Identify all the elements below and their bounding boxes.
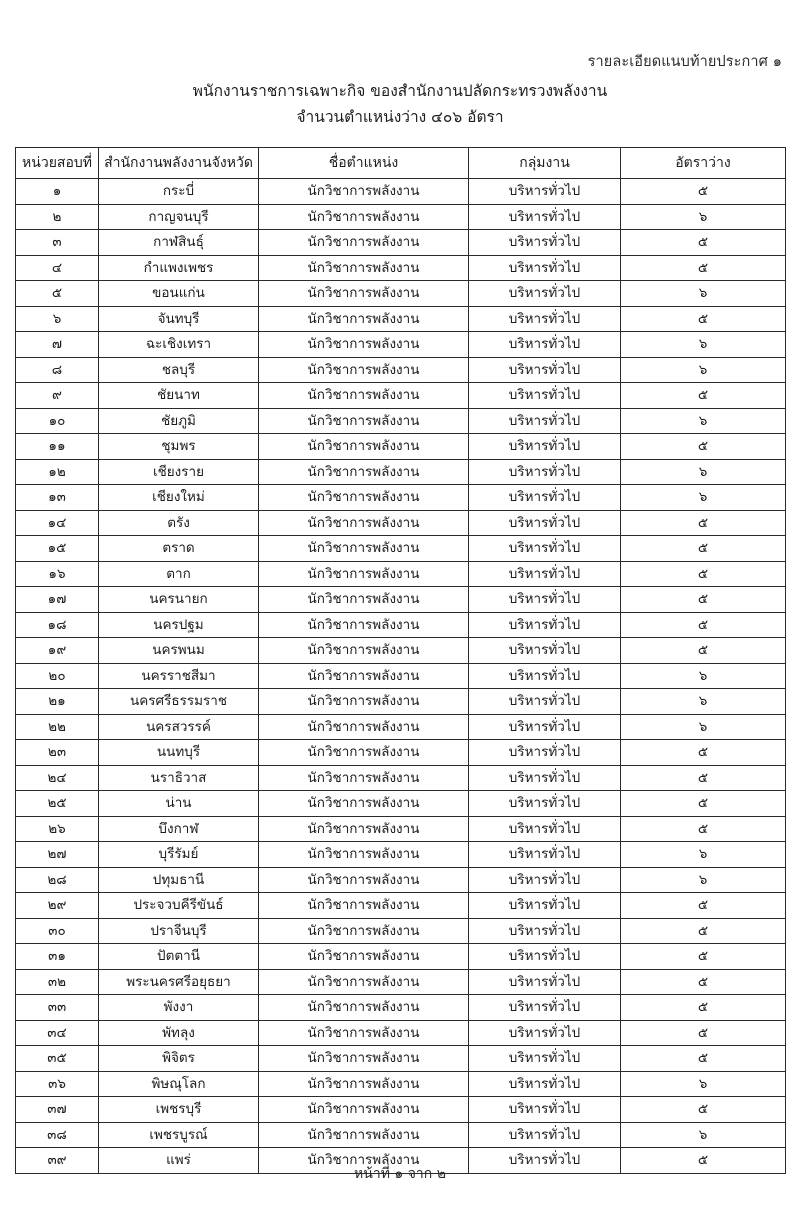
table-row	[16, 383, 786, 409]
cell-office: ประจวบคีรีขันธ์	[99, 893, 259, 919]
cell-vacancies: ๖	[621, 663, 786, 689]
cell-group: บริหารทั่วไป	[469, 587, 621, 613]
column-header-group: กลุ่มงาน	[469, 148, 621, 179]
cell-vacancies: ๕	[621, 612, 786, 638]
cell-vacancies: ๕	[621, 434, 786, 460]
cell-group: บริหารทั่วไป	[469, 842, 621, 868]
cell-office: น่าน	[99, 791, 259, 817]
cell-unit: ๒๓	[16, 740, 99, 766]
cell-position: นักวิชาการพลังงาน	[259, 230, 469, 256]
cell-group: บริหารทั่วไป	[469, 357, 621, 383]
cell-position: นักวิชาการพลังงาน	[259, 179, 469, 205]
cell-office: เพชรบุรี	[99, 1097, 259, 1123]
table-row	[16, 867, 786, 893]
cell-unit: ๓๑	[16, 944, 99, 970]
cell-group: บริหารทั่วไป	[469, 791, 621, 817]
cell-group: บริหารทั่วไป	[469, 663, 621, 689]
table-row	[16, 612, 786, 638]
cell-office: ชัยภูมิ	[99, 408, 259, 434]
cell-unit: ๖	[16, 306, 99, 332]
cell-office: จันทบุรี	[99, 306, 259, 332]
cell-position: นักวิชาการพลังงาน	[259, 1097, 469, 1123]
table-row	[16, 510, 786, 536]
cell-position: นักวิชาการพลังงาน	[259, 893, 469, 919]
cell-position: นักวิชาการพลังงาน	[259, 944, 469, 970]
cell-office: ชลบุรี	[99, 357, 259, 383]
cell-unit: ๓๐	[16, 918, 99, 944]
page-title: พนักงานราชการเฉพาะกิจ ของสำนักงานปลัดกระทรวงพลังงาน	[192, 82, 608, 100]
cell-office: ตาก	[99, 561, 259, 587]
cell-office: บุรีรัมย์	[99, 842, 259, 868]
cell-group: บริหารทั่วไป	[469, 434, 621, 460]
cell-group: บริหารทั่วไป	[469, 281, 621, 307]
vacancy-table-wrapper	[15, 147, 785, 1174]
table-row	[16, 561, 786, 587]
table-row	[16, 255, 786, 281]
cell-position: นักวิชาการพลังงาน	[259, 536, 469, 562]
cell-vacancies: ๖	[621, 714, 786, 740]
column-header-unit: หน่วยสอบที่	[16, 148, 99, 179]
cell-position: นักวิชาการพลังงาน	[259, 306, 469, 332]
table-row	[16, 893, 786, 919]
cell-vacancies: ๖	[621, 332, 786, 358]
cell-group: บริหารทั่วไป	[469, 867, 621, 893]
cell-group: บริหารทั่วไป	[469, 1046, 621, 1072]
cell-position: นักวิชาการพลังงาน	[259, 918, 469, 944]
cell-office: พิษณุโลก	[99, 1071, 259, 1097]
cell-office: ตราด	[99, 536, 259, 562]
cell-unit: ๕	[16, 281, 99, 307]
cell-position: นักวิชาการพลังงาน	[259, 638, 469, 664]
cell-office: ปทุมธานี	[99, 867, 259, 893]
cell-unit: ๒	[16, 204, 99, 230]
table-row	[16, 714, 786, 740]
cell-office: ปราจีนบุรี	[99, 918, 259, 944]
table-header	[16, 148, 786, 179]
cell-vacancies: ๕	[621, 536, 786, 562]
table-row	[16, 485, 786, 511]
cell-group: บริหารทั่วไป	[469, 918, 621, 944]
cell-position: นักวิชาการพลังงาน	[259, 867, 469, 893]
cell-vacancies: ๕	[621, 816, 786, 842]
table-row	[16, 918, 786, 944]
cell-vacancies: ๖	[621, 357, 786, 383]
cell-office: ฉะเชิงเทรา	[99, 332, 259, 358]
cell-group: บริหารทั่วไป	[469, 740, 621, 766]
page-footer: หน้าที่ ๑ จาก ๒	[354, 1166, 446, 1182]
cell-group: บริหารทั่วไป	[469, 1097, 621, 1123]
cell-position: นักวิชาการพลังงาน	[259, 332, 469, 358]
table-row	[16, 1020, 786, 1046]
cell-group: บริหารทั่วไป	[469, 332, 621, 358]
cell-unit: ๘	[16, 357, 99, 383]
cell-office: กาฬสินธุ์	[99, 230, 259, 256]
cell-vacancies: ๖	[621, 842, 786, 868]
cell-group: บริหารทั่วไป	[469, 561, 621, 587]
cell-unit: ๒๙	[16, 893, 99, 919]
cell-office: นราธิวาส	[99, 765, 259, 791]
cell-vacancies: ๕	[621, 638, 786, 664]
cell-group: บริหารทั่วไป	[469, 204, 621, 230]
cell-unit: ๒๑	[16, 689, 99, 715]
cell-unit: ๔	[16, 255, 99, 281]
cell-group: บริหารทั่วไป	[469, 1148, 621, 1174]
cell-position: นักวิชาการพลังงาน	[259, 995, 469, 1021]
cell-position: นักวิชาการพลังงาน	[259, 383, 469, 409]
table-row	[16, 281, 786, 307]
table-row	[16, 1046, 786, 1072]
cell-unit: ๑๔	[16, 510, 99, 536]
cell-unit: ๓	[16, 230, 99, 256]
cell-office: นครศรีธรรมราช	[99, 689, 259, 715]
cell-group: บริหารทั่วไป	[469, 408, 621, 434]
table-row	[16, 587, 786, 613]
cell-unit: ๑	[16, 179, 99, 205]
cell-office: บึงกาฬ	[99, 816, 259, 842]
attachment-annotation: รายละเอียดแนบท้ายประกาศ ๑	[587, 54, 782, 70]
cell-vacancies: ๕	[621, 918, 786, 944]
cell-position: นักวิชาการพลังงาน	[259, 689, 469, 715]
table-row	[16, 230, 786, 256]
cell-unit: ๑๐	[16, 408, 99, 434]
cell-unit: ๙	[16, 383, 99, 409]
cell-position: นักวิชาการพลังงาน	[259, 765, 469, 791]
cell-unit: ๓๖	[16, 1071, 99, 1097]
table-row	[16, 791, 786, 817]
cell-unit: ๓๔	[16, 1020, 99, 1046]
cell-office: พังงา	[99, 995, 259, 1021]
cell-group: บริหารทั่วไป	[469, 179, 621, 205]
cell-group: บริหารทั่วไป	[469, 816, 621, 842]
cell-vacancies: ๕	[621, 1046, 786, 1072]
cell-unit: ๒๐	[16, 663, 99, 689]
cell-vacancies: ๖	[621, 408, 786, 434]
cell-vacancies: ๕	[621, 561, 786, 587]
cell-position: นักวิชาการพลังงาน	[259, 204, 469, 230]
table-row	[16, 1071, 786, 1097]
cell-unit: ๑๘	[16, 612, 99, 638]
cell-office: นครราชสีมา	[99, 663, 259, 689]
cell-position: นักวิชาการพลังงาน	[259, 1148, 469, 1174]
table-body	[16, 179, 786, 1174]
cell-unit: ๒๗	[16, 842, 99, 868]
table-row	[16, 816, 786, 842]
cell-position: นักวิชาการพลังงาน	[259, 255, 469, 281]
cell-vacancies: ๖	[621, 204, 786, 230]
table-row	[16, 995, 786, 1021]
cell-unit: ๓๙	[16, 1148, 99, 1174]
cell-position: นักวิชาการพลังงาน	[259, 510, 469, 536]
cell-position: นักวิชาการพลังงาน	[259, 561, 469, 587]
cell-vacancies: ๕	[621, 179, 786, 205]
cell-unit: ๑๕	[16, 536, 99, 562]
table-row	[16, 306, 786, 332]
cell-group: บริหารทั่วไป	[469, 969, 621, 995]
cell-office: เชียงใหม่	[99, 485, 259, 511]
cell-position: นักวิชาการพลังงาน	[259, 969, 469, 995]
column-header-vacancies: อัตราว่าง	[621, 148, 786, 179]
cell-position: นักวิชาการพลังงาน	[259, 434, 469, 460]
cell-office: กระบี่	[99, 179, 259, 205]
cell-position: นักวิชาการพลังงาน	[259, 612, 469, 638]
cell-office: ตรัง	[99, 510, 259, 536]
cell-group: บริหารทั่วไป	[469, 485, 621, 511]
cell-office: นครพนม	[99, 638, 259, 664]
cell-unit: ๑๖	[16, 561, 99, 587]
cell-unit: ๓๗	[16, 1097, 99, 1123]
table-row	[16, 969, 786, 995]
cell-position: นักวิชาการพลังงาน	[259, 663, 469, 689]
cell-office: นครนายก	[99, 587, 259, 613]
cell-office: พิจิตร	[99, 1046, 259, 1072]
cell-vacancies: ๕	[621, 995, 786, 1021]
cell-vacancies: ๕	[621, 893, 786, 919]
cell-office: นครปฐม	[99, 612, 259, 638]
cell-unit: ๒๕	[16, 791, 99, 817]
table-row	[16, 842, 786, 868]
cell-group: บริหารทั่วไป	[469, 714, 621, 740]
cell-group: บริหารทั่วไป	[469, 893, 621, 919]
cell-unit: ๓๘	[16, 1122, 99, 1148]
column-header-office: สำนักงานพลังงานจังหวัด	[99, 148, 259, 179]
table-row	[16, 459, 786, 485]
table-row	[16, 765, 786, 791]
cell-position: นักวิชาการพลังงาน	[259, 485, 469, 511]
page-subtitle: จำนวนตำแหน่งว่าง ๔๐๖ อัตรา	[296, 108, 504, 126]
cell-office: แพร่	[99, 1148, 259, 1174]
vacancy-table	[15, 147, 786, 1174]
cell-vacancies: ๕	[621, 383, 786, 409]
cell-vacancies: ๕	[621, 740, 786, 766]
cell-position: นักวิชาการพลังงาน	[259, 1046, 469, 1072]
cell-vacancies: ๕	[621, 230, 786, 256]
cell-vacancies: ๕	[621, 255, 786, 281]
cell-unit: ๒๔	[16, 765, 99, 791]
cell-office: นครสวรรค์	[99, 714, 259, 740]
table-row	[16, 408, 786, 434]
cell-group: บริหารทั่วไป	[469, 255, 621, 281]
cell-office: ชัยนาท	[99, 383, 259, 409]
table-row	[16, 663, 786, 689]
cell-position: นักวิชาการพลังงาน	[259, 791, 469, 817]
cell-unit: ๓๕	[16, 1046, 99, 1072]
cell-position: นักวิชาการพลังงาน	[259, 357, 469, 383]
cell-group: บริหารทั่วไป	[469, 944, 621, 970]
table-row	[16, 638, 786, 664]
cell-group: บริหารทั่วไป	[469, 230, 621, 256]
cell-unit: ๒๖	[16, 816, 99, 842]
table-row	[16, 204, 786, 230]
cell-group: บริหารทั่วไป	[469, 459, 621, 485]
table-row	[16, 1122, 786, 1148]
cell-group: บริหารทั่วไป	[469, 1122, 621, 1148]
cell-vacancies: ๕	[621, 944, 786, 970]
cell-office: กำแพงเพชร	[99, 255, 259, 281]
cell-unit: ๑๑	[16, 434, 99, 460]
cell-group: บริหารทั่วไป	[469, 510, 621, 536]
cell-unit: ๑๙	[16, 638, 99, 664]
cell-position: นักวิชาการพลังงาน	[259, 1020, 469, 1046]
table-row	[16, 944, 786, 970]
cell-position: นักวิชาการพลังงาน	[259, 1071, 469, 1097]
cell-unit: ๓๓	[16, 995, 99, 1021]
cell-office: เชียงราย	[99, 459, 259, 485]
cell-position: นักวิชาการพลังงาน	[259, 1122, 469, 1148]
table-row	[16, 740, 786, 766]
cell-group: บริหารทั่วไป	[469, 383, 621, 409]
cell-vacancies: ๕	[621, 969, 786, 995]
table-row	[16, 179, 786, 205]
cell-unit: ๑๓	[16, 485, 99, 511]
cell-vacancies: ๕	[621, 1020, 786, 1046]
cell-office: พัทลุง	[99, 1020, 259, 1046]
cell-position: นักวิชาการพลังงาน	[259, 281, 469, 307]
cell-unit: ๓๒	[16, 969, 99, 995]
cell-unit: ๒๒	[16, 714, 99, 740]
cell-vacancies: ๖	[621, 1122, 786, 1148]
cell-unit: ๒๘	[16, 867, 99, 893]
cell-office: ปัตตานี	[99, 944, 259, 970]
cell-position: นักวิชาการพลังงาน	[259, 587, 469, 613]
cell-unit: ๑๗	[16, 587, 99, 613]
cell-group: บริหารทั่วไป	[469, 1071, 621, 1097]
table-row	[16, 1097, 786, 1123]
cell-position: นักวิชาการพลังงาน	[259, 459, 469, 485]
cell-group: บริหารทั่วไป	[469, 765, 621, 791]
cell-group: บริหารทั่วไป	[469, 995, 621, 1021]
cell-group: บริหารทั่วไป	[469, 689, 621, 715]
cell-group: บริหารทั่วไป	[469, 306, 621, 332]
cell-position: นักวิชาการพลังงาน	[259, 714, 469, 740]
cell-vacancies: ๕	[621, 306, 786, 332]
table-row	[16, 689, 786, 715]
cell-office: กาญจนบุรี	[99, 204, 259, 230]
cell-unit: ๗	[16, 332, 99, 358]
table-row	[16, 332, 786, 358]
cell-vacancies: ๕	[621, 765, 786, 791]
cell-office: ชุมพร	[99, 434, 259, 460]
cell-vacancies: ๕	[621, 791, 786, 817]
table-row	[16, 536, 786, 562]
cell-group: บริหารทั่วไป	[469, 536, 621, 562]
cell-vacancies: ๕	[621, 1148, 786, 1174]
cell-vacancies: ๖	[621, 281, 786, 307]
cell-position: นักวิชาการพลังงาน	[259, 740, 469, 766]
cell-office: นนทบุรี	[99, 740, 259, 766]
cell-office: ขอนแก่น	[99, 281, 259, 307]
cell-group: บริหารทั่วไป	[469, 612, 621, 638]
cell-group: บริหารทั่วไป	[469, 1020, 621, 1046]
cell-unit: ๑๒	[16, 459, 99, 485]
cell-vacancies: ๕	[621, 587, 786, 613]
cell-vacancies: ๖	[621, 1071, 786, 1097]
cell-vacancies: ๖	[621, 485, 786, 511]
table-header-row	[16, 148, 786, 179]
cell-group: บริหารทั่วไป	[469, 638, 621, 664]
cell-vacancies: ๖	[621, 689, 786, 715]
cell-position: นักวิชาการพลังงาน	[259, 816, 469, 842]
cell-office: พระนครศรีอยุธยา	[99, 969, 259, 995]
cell-vacancies: ๖	[621, 867, 786, 893]
table-row	[16, 434, 786, 460]
cell-position: นักวิชาการพลังงาน	[259, 408, 469, 434]
cell-vacancies: ๖	[621, 459, 786, 485]
table-row	[16, 357, 786, 383]
cell-position: นักวิชาการพลังงาน	[259, 842, 469, 868]
column-header-position: ชื่อตำแหน่ง	[259, 148, 469, 179]
document-title-block	[0, 78, 800, 130]
cell-office: เพชรบูรณ์	[99, 1122, 259, 1148]
cell-vacancies: ๕	[621, 1097, 786, 1123]
cell-vacancies: ๕	[621, 510, 786, 536]
